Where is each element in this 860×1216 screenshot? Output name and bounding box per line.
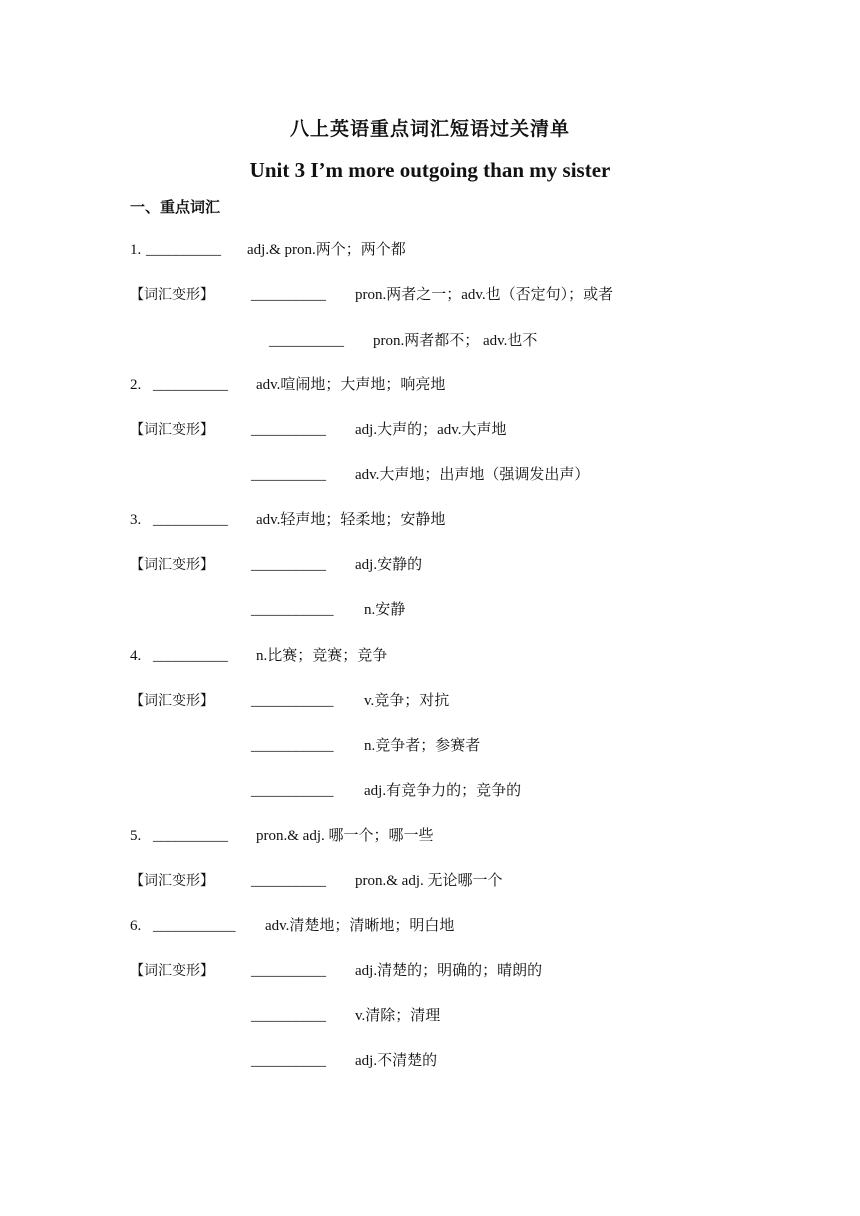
definition: v.清除；清理 [355, 1008, 441, 1024]
unit-subtitle: Unit 3 I’m more outgoing than my sister [249, 158, 611, 182]
vocab-row [0, 419, 860, 441]
answer-blank[interactable]: __________ [251, 287, 326, 303]
answer-blank[interactable]: __________ [153, 648, 228, 664]
vocab-row [0, 645, 860, 667]
definition: adj.清楚的；明确的；晴朗的 [355, 963, 543, 979]
vocab-row [0, 960, 860, 982]
item-number: 3. [130, 512, 142, 528]
word-form-label: 【词汇变形】 [130, 422, 214, 438]
answer-blank[interactable]: __________ [153, 828, 228, 844]
answer-blank[interactable]: ___________ [251, 602, 334, 618]
answer-blank[interactable]: __________ [251, 557, 326, 573]
vocab-row [0, 780, 860, 802]
section-heading: 一、重点词汇 [130, 198, 221, 216]
answer-blank[interactable]: ___________ [251, 738, 334, 754]
definition: adj.有竞争力的；竞争的 [364, 783, 522, 799]
vocab-row [0, 1005, 860, 1027]
definition: pron.两者之一；adv.也（否定句）；或者 [355, 287, 614, 303]
vocab-row [0, 284, 860, 306]
definition: n.比赛；竞赛；竞争 [256, 648, 388, 664]
word-form-label: 【词汇变形】 [130, 873, 214, 889]
definition: n.安静 [364, 602, 406, 618]
definition: adv.大声地；出声地（强调发出声） [355, 467, 590, 483]
vocab-row [0, 870, 860, 892]
word-form-label: 【词汇变形】 [130, 693, 214, 709]
answer-blank[interactable]: __________ [251, 467, 326, 483]
answer-blank[interactable]: ___________ [251, 783, 334, 799]
item-number: 6. [130, 918, 142, 934]
vocab-row [0, 690, 860, 712]
answer-blank[interactable]: __________ [153, 377, 228, 393]
vocab-row [0, 464, 860, 486]
item-number: 5. [130, 828, 142, 844]
answer-blank[interactable]: __________ [251, 1053, 326, 1069]
vocab-row [0, 239, 860, 261]
definition: adv.清楚地；清晰地；明白地 [265, 918, 455, 934]
definition: pron.& adj. 无论哪一个 [355, 873, 503, 889]
vocab-row [0, 554, 860, 576]
answer-blank[interactable]: __________ [251, 1008, 326, 1024]
item-number: 2. [130, 377, 142, 393]
definition: adj.不清楚的 [355, 1053, 438, 1069]
definition: v.竞争；对抗 [364, 693, 450, 709]
word-form-label: 【词汇变形】 [130, 963, 214, 979]
answer-blank[interactable]: __________ [251, 963, 326, 979]
answer-blank[interactable]: ___________ [251, 693, 334, 709]
definition: pron.两者都不； adv.也不 [373, 333, 538, 349]
vocab-row [0, 374, 860, 396]
word-form-label: 【词汇变形】 [130, 287, 214, 303]
definition: adj.大声的；adv.大声地 [355, 422, 507, 438]
answer-blank[interactable]: __________ [251, 422, 326, 438]
vocab-row [0, 1050, 860, 1072]
vocab-row [0, 330, 860, 352]
definition: adv.喧闹地；大声地；响亮地 [256, 377, 446, 393]
vocab-row [0, 825, 860, 847]
vocab-row [0, 735, 860, 757]
vocab-row [0, 599, 860, 621]
answer-blank[interactable]: __________ [251, 873, 326, 889]
answer-blank[interactable]: ___________ [153, 918, 236, 934]
vocab-row [0, 915, 860, 937]
answer-blank[interactable]: __________ [269, 333, 344, 349]
item-number: 4. [130, 648, 142, 664]
item-number: 1. [130, 242, 142, 258]
vocab-row [0, 509, 860, 531]
answer-blank[interactable]: __________ [146, 242, 221, 258]
definition: pron.& adj. 哪一个；哪一些 [256, 828, 434, 844]
word-form-label: 【词汇变形】 [130, 557, 214, 573]
definition: adv.轻声地；轻柔地；安静地 [256, 512, 446, 528]
answer-blank[interactable]: __________ [153, 512, 228, 528]
definition: n.竞争者；参赛者 [364, 738, 481, 754]
page-title: 八上英语重点词汇短语过关清单 [289, 118, 570, 140]
definition: adj.安静的 [355, 557, 423, 573]
definition: adj.& pron.两个；两个都 [247, 242, 406, 258]
